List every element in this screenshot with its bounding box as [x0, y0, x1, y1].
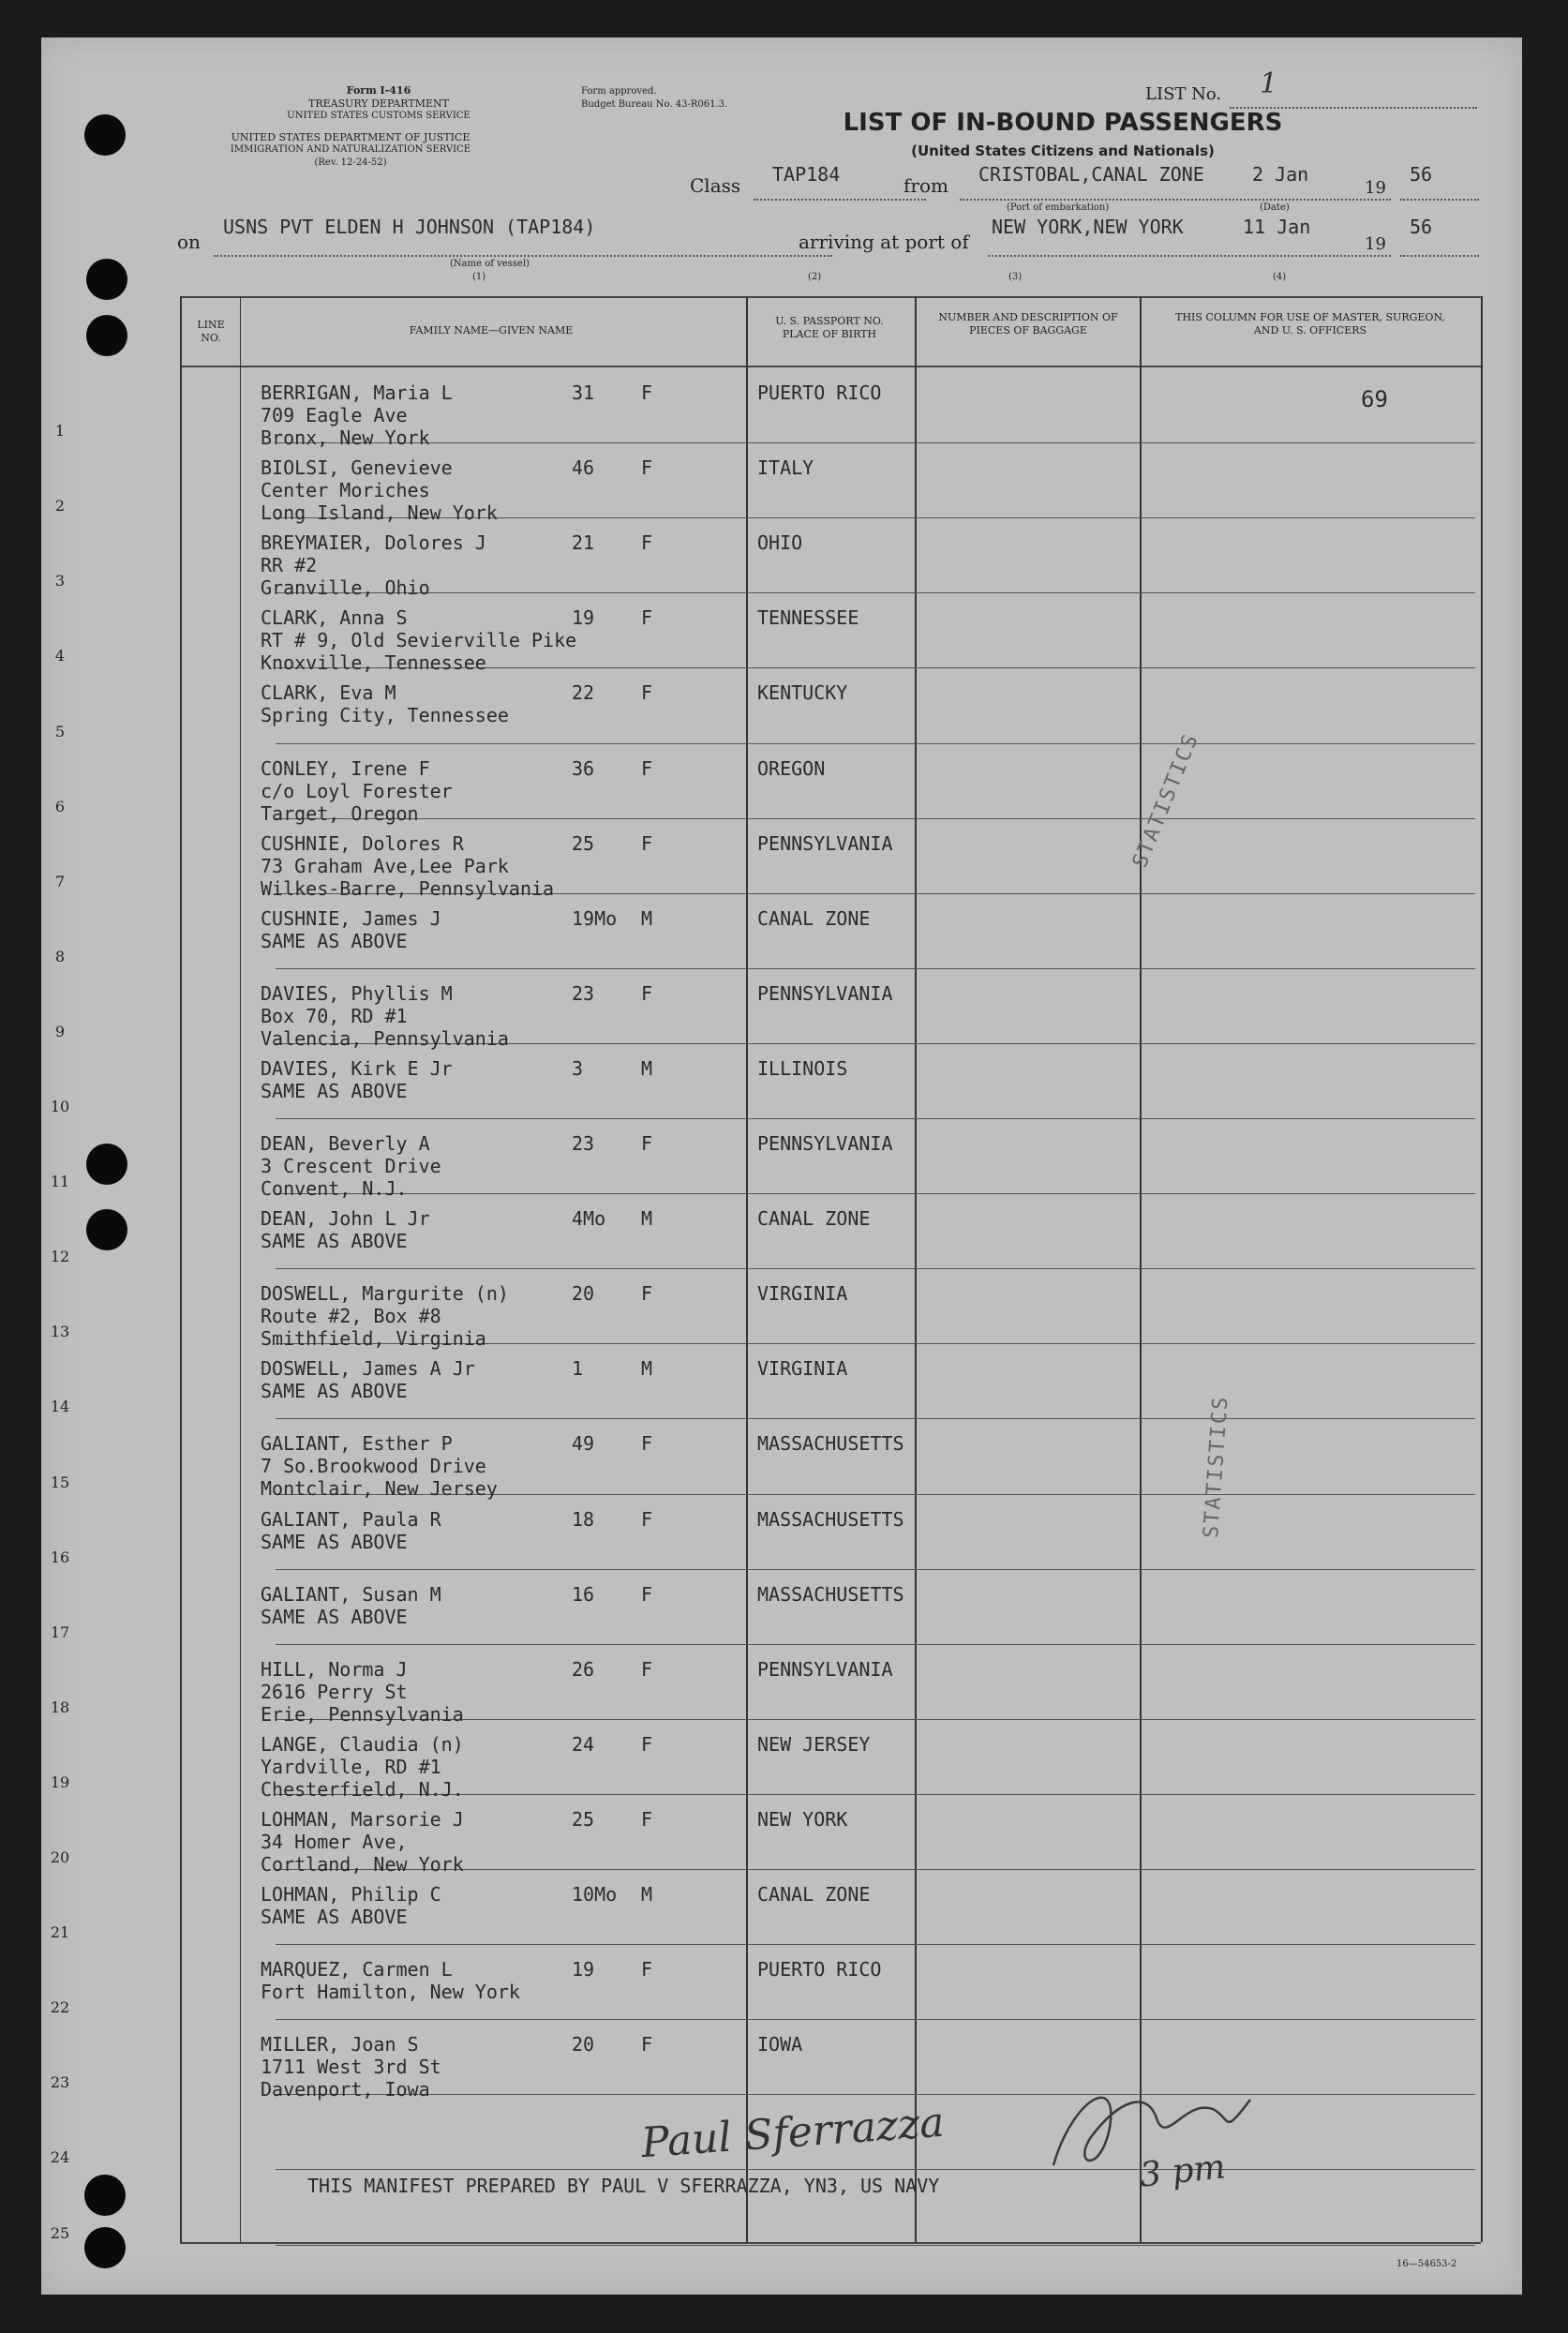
document-subtitle: (United States Citizens and Nationals) — [911, 142, 1215, 159]
col-num-1: (1) — [472, 272, 486, 282]
address-line-2: Erie, Pennsylvania — [261, 1702, 464, 1726]
class-line — [754, 199, 926, 201]
place-of-birth: ITALY — [757, 456, 814, 480]
row-separator — [276, 592, 1475, 593]
address-line-2: Valencia, Pennsylvania — [261, 1026, 509, 1050]
treasury-dept: TREASURY DEPARTMENT — [308, 97, 449, 110]
address-line-2: Davenport, Iowa — [261, 2078, 430, 2101]
place-of-birth: PENNSYLVANIA — [757, 981, 893, 1005]
place-of-birth: NEW JERSEY — [757, 1732, 871, 1756]
line-number: 6 — [54, 797, 66, 815]
arriving-label: arriving at port of — [799, 231, 969, 253]
line-number: 3 — [54, 572, 66, 591]
passenger-age: 18 — [572, 1507, 595, 1531]
passenger-sex: F — [641, 1432, 653, 1456]
preparer-signature: Paul Sferrazza — [639, 2098, 947, 2168]
line-number: 2 — [54, 497, 66, 516]
passenger-age: 20 — [572, 1282, 595, 1306]
document-title: LIST OF IN-BOUND PASSENGERS — [843, 109, 1283, 137]
passenger-age: 26 — [572, 1657, 595, 1681]
col-num-2: (2) — [808, 272, 822, 282]
address-line-2: Bronx, New York — [261, 426, 430, 449]
line-number: 14 — [50, 1398, 70, 1416]
address-line-2: Target, Oregon — [261, 801, 419, 825]
print-code: 16—54653-2 — [1396, 2259, 1457, 2269]
col-header-officers: THIS COLUMN FOR USE OF MASTER, SURGEON, AND U. S. OFFICERS — [1175, 311, 1445, 337]
from-port: CRISTOBAL,CANAL ZONE — [978, 163, 1204, 186]
address-line-1: Yardville, RD #1 — [261, 1755, 441, 1778]
passenger-age: 25 — [572, 831, 595, 855]
passenger-name: DOSWELL, James A Jr — [261, 1357, 475, 1381]
passenger-name: CLARK, Anna S — [261, 606, 408, 630]
passenger-name: DEAN, John L Jr — [261, 1207, 430, 1231]
class-value: TAP184 — [772, 163, 841, 186]
col-num-4: (4) — [1273, 272, 1287, 282]
from-year-line — [1400, 199, 1479, 201]
passenger-age: 23 — [572, 981, 595, 1005]
passenger-age: 20 — [572, 2033, 595, 2056]
passenger-sex: F — [641, 456, 653, 480]
place-of-birth: VIRGINIA — [757, 1357, 848, 1381]
place-of-birth: PUERTO RICO — [757, 381, 882, 404]
row-separator — [276, 2094, 1475, 2095]
line-number: 17 — [50, 1623, 70, 1641]
prepared-by: THIS MANIFEST PREPARED BY PAUL V SFERRAZZA, YN3, US NAVY — [307, 2175, 940, 2197]
address-line-1: 73 Graham Ave,Lee Park — [261, 854, 509, 877]
line-number: 8 — [54, 947, 66, 965]
address-line-1: Box 70, RD #1 — [261, 1004, 408, 1027]
passenger-name: DAVIES, Phyllis M — [261, 981, 453, 1005]
arrival-date: 11 Jan — [1243, 216, 1311, 238]
punch-hole — [86, 1144, 127, 1185]
place-of-birth: MASSACHUSETTS — [757, 1507, 904, 1531]
passenger-age: 10Mo — [572, 1883, 618, 1906]
form-revision: (Rev. 12-24-52) — [314, 157, 387, 168]
passenger-sex: F — [641, 1282, 653, 1306]
line-number: 24 — [50, 2148, 70, 2167]
from-label: from — [903, 174, 948, 197]
address-line-2: Smithfield, Virginia — [261, 1327, 486, 1351]
passenger-name: LOHMAN, Philip C — [261, 1883, 441, 1906]
passenger-age: 36 — [572, 756, 595, 780]
row-separator — [276, 818, 1475, 819]
officer-note: 69 — [1361, 386, 1388, 412]
punch-hole — [84, 2227, 126, 2268]
place-of-birth: NEW YORK — [757, 1807, 848, 1831]
line-number: 10 — [50, 1098, 70, 1115]
table-left-border — [180, 296, 182, 2242]
passenger-name: DOSWELL, Margurite (n) — [261, 1282, 509, 1306]
address-line-1: SAME AS ABOVE — [261, 1230, 408, 1253]
vessel-line — [214, 255, 832, 257]
address-line-2: Granville, Ohio — [261, 576, 430, 600]
arrival-line — [988, 255, 1391, 257]
punch-hole — [86, 315, 127, 356]
row-separator — [276, 743, 1475, 744]
form-number: Form I-416 — [346, 84, 411, 97]
passenger-name: GALIANT, Paula R — [261, 1507, 441, 1531]
from-line — [960, 199, 1391, 201]
place-of-birth: MASSACHUSETTS — [757, 1582, 904, 1606]
passenger-sex: F — [641, 1657, 653, 1681]
place-of-birth: MASSACHUSETTS — [757, 1432, 904, 1456]
passenger-name: MILLER, Joan S — [261, 2033, 419, 2056]
class-label: Class — [690, 174, 741, 197]
passenger-age: 25 — [572, 1807, 595, 1831]
table-top-border — [180, 296, 1481, 298]
address-line-1: SAME AS ABOVE — [261, 1380, 408, 1403]
row-separator — [276, 1118, 1475, 1119]
passenger-age: 24 — [572, 1732, 595, 1756]
passenger-name: LANGE, Claudia (n) — [261, 1732, 464, 1756]
address-line-1: Spring City, Tennessee — [261, 704, 509, 727]
address-line-2: Knoxville, Tennessee — [261, 651, 486, 675]
address-line-1: SAME AS ABOVE — [261, 1605, 408, 1628]
passenger-sex: F — [641, 681, 653, 705]
statistics-stamp: STATISTICS — [1128, 729, 1204, 872]
list-no-value: 1 — [1260, 67, 1278, 100]
justice-dept: UNITED STATES DEPARTMENT OF JUSTICE — [231, 131, 470, 143]
place-of-birth: TENNESSEE — [757, 606, 859, 630]
from-year-prefix: 19 — [1365, 178, 1386, 198]
passenger-age: 21 — [572, 531, 595, 555]
line-number: 12 — [50, 1248, 70, 1266]
col-num-3: (3) — [1008, 272, 1023, 282]
passenger-sex: F — [641, 1132, 653, 1155]
address-line-1: SAME AS ABOVE — [261, 1906, 408, 1928]
passenger-sex: M — [641, 1357, 653, 1381]
place-of-birth: IOWA — [757, 2033, 803, 2056]
arrival-port: NEW YORK,NEW YORK — [992, 216, 1184, 238]
budget-bureau: Budget Bureau No. 43-R061.3. — [581, 99, 728, 110]
passenger-name: DAVIES, Kirk E Jr — [261, 1056, 453, 1080]
passenger-sex: F — [641, 2033, 653, 2056]
line-number: 16 — [50, 1548, 70, 1566]
place-of-birth: PENNSYLVANIA — [757, 831, 893, 855]
col-header-line-no: LINE NO. — [197, 319, 225, 345]
place-of-birth: OREGON — [757, 756, 826, 780]
from-year: 56 — [1410, 163, 1433, 186]
passenger-age: 3 — [572, 1056, 584, 1080]
address-line-1: 1711 West 3rd St — [261, 2056, 441, 2079]
passenger-sex: F — [641, 1732, 653, 1756]
customs-service: UNITED STATES CUSTOMS SERVICE — [287, 111, 470, 121]
statistics-stamp: STATISTICS — [1200, 1394, 1233, 1539]
col-header-passport: U. S. PASSPORT NO. PLACE OF BIRTH — [775, 315, 884, 341]
vessel-caption: (Name of vessel) — [450, 259, 530, 269]
passenger-sex: F — [641, 1507, 653, 1531]
passenger-age: 23 — [572, 1132, 595, 1155]
form-approved: Form approved. — [581, 86, 657, 97]
from-date: 2 Jan — [1252, 163, 1309, 186]
passenger-age: 19 — [572, 1958, 595, 1982]
line-number: 4 — [54, 647, 66, 666]
passenger-age: 19 — [572, 606, 595, 630]
vessel-name: USNS PVT ELDEN H JOHNSON (TAP184) — [223, 216, 596, 238]
punch-hole — [84, 114, 126, 156]
row-separator — [276, 1418, 1475, 1419]
line-number: 20 — [50, 1848, 70, 1866]
col-header-name: FAMILY NAME—GIVEN NAME — [409, 324, 574, 336]
passenger-age: 31 — [572, 381, 595, 404]
passenger-name: HILL, Norma J — [261, 1657, 408, 1681]
passenger-sex: F — [641, 531, 653, 555]
place-of-birth: ILLINOIS — [757, 1056, 848, 1080]
passenger-name: CUSHNIE, James J — [261, 906, 441, 930]
address-line-2: Chesterfield, N.J. — [261, 1777, 464, 1801]
passenger-sex: M — [641, 906, 653, 930]
line-number: 9 — [54, 1022, 66, 1040]
passenger-sex: M — [641, 1883, 653, 1906]
line-number: 23 — [50, 2073, 70, 2092]
punch-hole — [86, 259, 127, 300]
list-no-label: LIST No. — [1145, 84, 1222, 104]
place-of-birth: KENTUCKY — [757, 681, 848, 705]
line-number: 25 — [50, 2223, 70, 2242]
ins-service: IMMIGRATION AND NATURALIZATION SERVICE — [230, 144, 471, 155]
officer-time: 3 pm — [1138, 2147, 1228, 2195]
place-of-birth: PUERTO RICO — [757, 1958, 882, 1982]
address-line-1: RR #2 — [261, 554, 318, 577]
address-line-1: Route #2, Box #8 — [261, 1305, 441, 1328]
address-line-1: SAME AS ABOVE — [261, 929, 408, 952]
passenger-name: CONLEY, Irene F — [261, 756, 430, 780]
table-right-border — [1481, 296, 1483, 2242]
passenger-name: BIOLSI, Genevieve — [261, 456, 453, 480]
passenger-sex: F — [641, 1958, 653, 1982]
address-line-1: Center Moriches — [261, 479, 430, 502]
place-of-birth: CANAL ZONE — [757, 1883, 871, 1906]
passenger-name: LOHMAN, Marsorie J — [261, 1807, 464, 1831]
passenger-name: GALIANT, Susan M — [261, 1582, 441, 1606]
line-number: 18 — [50, 1697, 70, 1716]
passenger-age: 49 — [572, 1432, 595, 1456]
row-separator — [276, 968, 1475, 969]
address-line-1: 7 So.Brookwood Drive — [261, 1455, 486, 1478]
row-separator — [276, 2169, 1475, 2170]
passenger-name: DEAN, Beverly A — [261, 1132, 430, 1155]
line-number: 15 — [50, 1473, 70, 1491]
passenger-age: 16 — [572, 1582, 595, 1606]
address-line-1: 2616 Perry St — [261, 1680, 408, 1703]
row-separator — [276, 442, 1475, 443]
row-separator — [276, 1644, 1475, 1645]
address-line-1: Fort Hamilton, New York — [261, 1981, 520, 2004]
address-line-2: Long Island, New York — [261, 501, 498, 525]
punch-hole — [84, 2175, 126, 2216]
row-separator — [276, 2245, 1475, 2246]
place-of-birth: CANAL ZONE — [757, 906, 871, 930]
passenger-age: 19Mo — [572, 906, 618, 930]
place-of-birth: CANAL ZONE — [757, 1207, 871, 1231]
address-line-2: Montclair, New Jersey — [261, 1477, 498, 1501]
passenger-sex: F — [641, 381, 653, 404]
col-divider-line — [240, 296, 241, 2242]
address-line-1: 3 Crescent Drive — [261, 1155, 441, 1177]
punch-hole — [86, 1209, 127, 1250]
passenger-name: BREYMAIER, Dolores J — [261, 531, 486, 555]
line-number: 19 — [50, 1772, 70, 1791]
col-header-baggage: NUMBER AND DESCRIPTION OF PIECES OF BAGGAGE — [938, 311, 1118, 337]
line-number: 22 — [50, 1998, 70, 2017]
passenger-sex: F — [641, 831, 653, 855]
passenger-sex: F — [641, 756, 653, 780]
on-label: on — [177, 231, 201, 253]
port-embark-caption: (Port of embarkation) — [1007, 202, 1110, 213]
passenger-sex: F — [641, 606, 653, 630]
address-line-1: SAME AS ABOVE — [261, 1079, 408, 1102]
address-line-1: 34 Homer Ave, — [261, 1830, 408, 1853]
line-number: 7 — [54, 872, 66, 890]
address-line-2: Wilkes-Barre, Pennsylvania — [261, 876, 555, 900]
passenger-age: 22 — [572, 681, 595, 705]
row-separator — [276, 1193, 1475, 1194]
address-line-1: SAME AS ABOVE — [261, 1530, 408, 1553]
passenger-sex: M — [641, 1056, 653, 1080]
arrival-year-prefix: 19 — [1365, 234, 1386, 254]
passenger-name: CUSHNIE, Dolores R — [261, 831, 464, 855]
place-of-birth: VIRGINIA — [757, 1282, 848, 1306]
line-number: 1 — [54, 422, 66, 441]
place-of-birth: PENNSYLVANIA — [757, 1657, 893, 1681]
arrival-year-line — [1400, 255, 1479, 257]
row-separator — [276, 1268, 1475, 1269]
date-caption: (Date) — [1260, 202, 1290, 213]
passenger-sex: M — [641, 1207, 653, 1231]
address-line-2: Convent, N.J. — [261, 1177, 408, 1200]
passenger-age: 4Mo — [572, 1207, 606, 1231]
passenger-name: MARQUEZ, Carmen L — [261, 1958, 453, 1982]
passenger-name: CLARK, Eva M — [261, 681, 396, 705]
arrival-year: 56 — [1410, 216, 1433, 238]
line-number: 21 — [50, 1923, 70, 1942]
place-of-birth: OHIO — [757, 531, 803, 555]
line-number: 5 — [54, 722, 66, 740]
table-header-border — [180, 366, 1481, 367]
passenger-sex: F — [641, 1582, 653, 1606]
address-line-1: 709 Eagle Ave — [261, 404, 408, 426]
line-number: 13 — [50, 1323, 70, 1341]
passenger-sex: F — [641, 981, 653, 1005]
passenger-age: 46 — [572, 456, 595, 480]
row-separator — [276, 2019, 1475, 2020]
manifest-sheet — [41, 37, 1522, 2295]
place-of-birth: PENNSYLVANIA — [757, 1132, 893, 1155]
address-line-2: Cortland, New York — [261, 1852, 464, 1876]
address-line-1: RT # 9, Old Sevierville Pike — [261, 629, 577, 652]
passenger-sex: F — [641, 1807, 653, 1831]
row-separator — [276, 1569, 1475, 1570]
passenger-name: GALIANT, Esther P — [261, 1432, 453, 1456]
passenger-name: BERRIGAN, Maria L — [261, 381, 453, 404]
address-line-1: c/o Loyl Forester — [261, 779, 453, 802]
line-number: 11 — [50, 1173, 70, 1191]
passenger-age: 1 — [572, 1357, 584, 1381]
row-separator — [276, 1944, 1475, 1945]
